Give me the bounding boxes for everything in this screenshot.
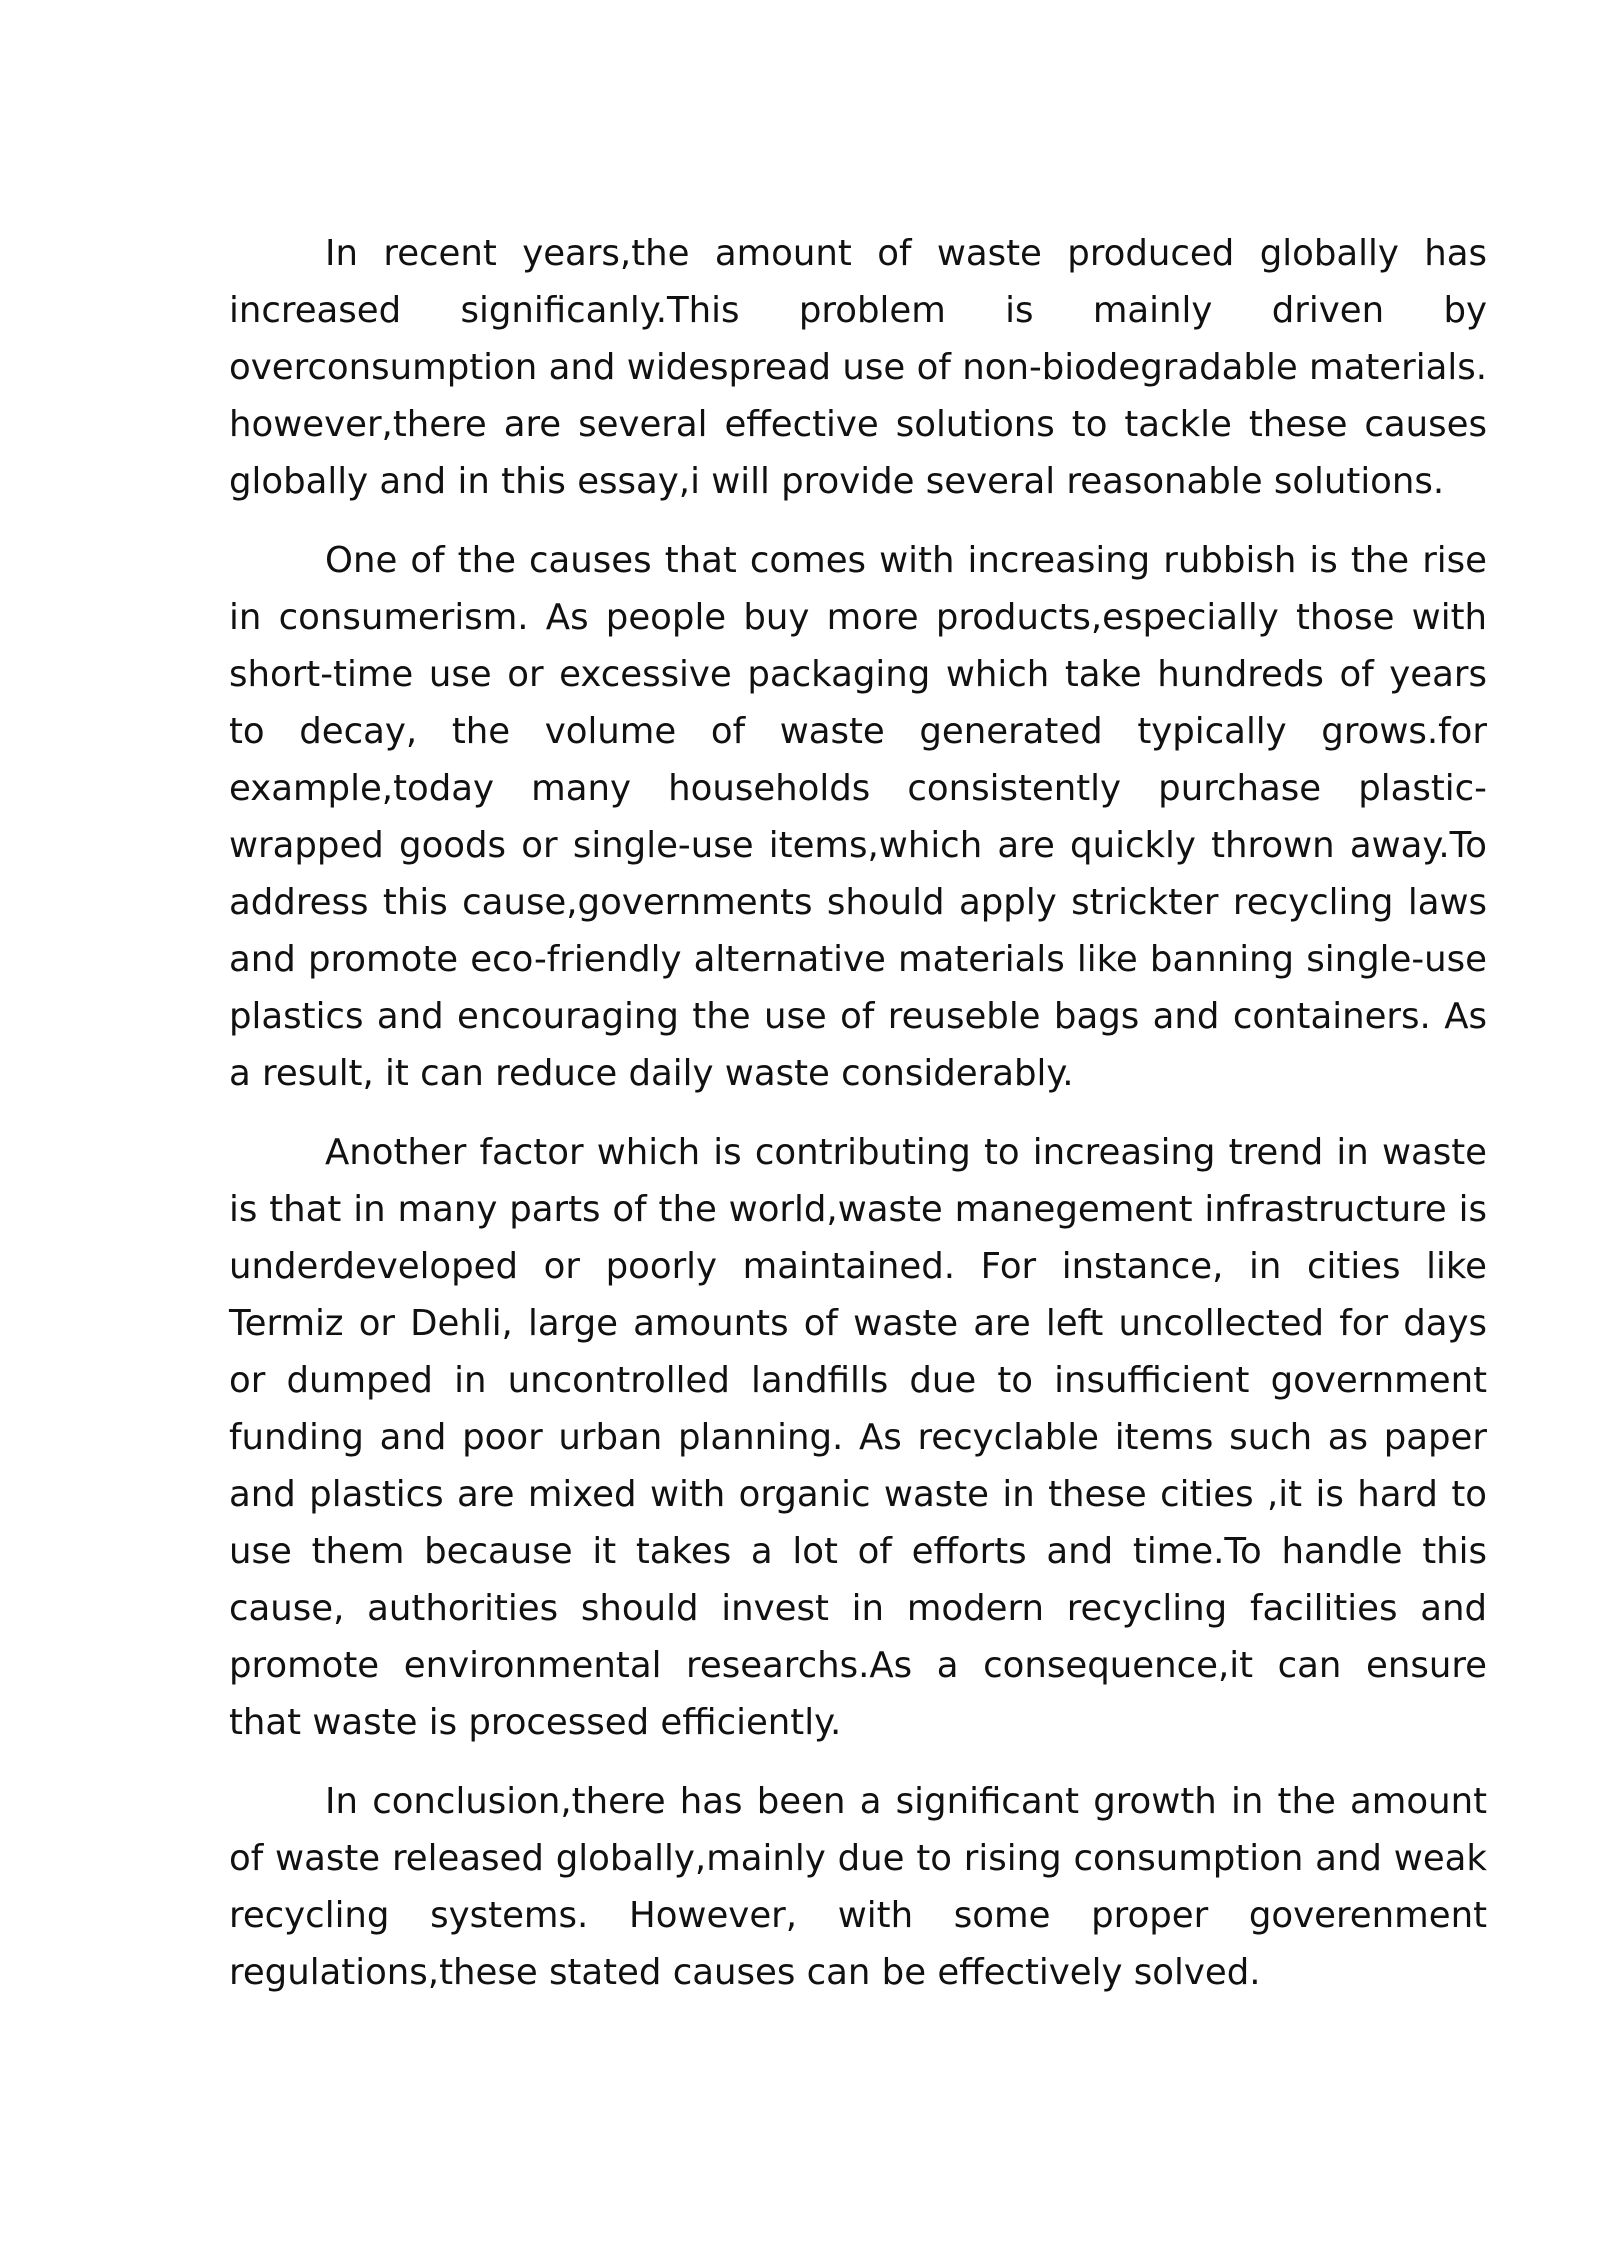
paragraph-consumerism: One of the causes that comes with increasing rubbish is the rise in consumerism. As people buy more products,especially those with short-time use or excessive packaging which take hundreds of years to decay, the volume of waste generated typically grows.for example,today many households consistently purchase plastic-wrapped goods or single-use items,which are quickly thrown away.To address this cause,governments should apply strickter recycling laws and promote eco-friendly alternative materials like banning single-use plastics and encouraging the use of reuseble bags and containers. As a result, it can reduce daily waste considerably. — [229, 540, 1487, 1094]
paragraph-introduction: In recent years,the amount of waste produced globally has increased significanly.This problem is mainly driven by overconsumption and widespread use of non-biodegradable materials. however,there are several effective solutions to tackle these causes globally and in this essay,i will provide several reasonable solutions. — [229, 233, 1487, 502]
essay-body — [229, 225, 1487, 2023]
paragraph-conclusion: In conclusion,there has been a significant growth in the amount of waste released globally,mainly due to rising consumption and weak recycling systems. However, with some proper goverenment regulations,these stated causes can be effectively solved. — [229, 1781, 1487, 1993]
paragraph-infrastructure: Another factor which is contributing to increasing trend in waste is that in many parts of the world,waste manegement infrastructure is underdeveloped or poorly maintained. For instance, in cities like Termiz or Dehli, large amounts of waste are left uncollected for days or dumped in uncontrolled landfills due to insufficient government funding and poor urban planning. As recyclable items such as paper and plastics are mixed with organic waste in these cities ,it is hard to use them because it takes a lot of efforts and time.To handle this cause, authorities should invest in modern recycling facilities and promote environmental researchs.As a consequence,it can ensure that waste is processed efficiently. — [229, 1132, 1487, 1743]
